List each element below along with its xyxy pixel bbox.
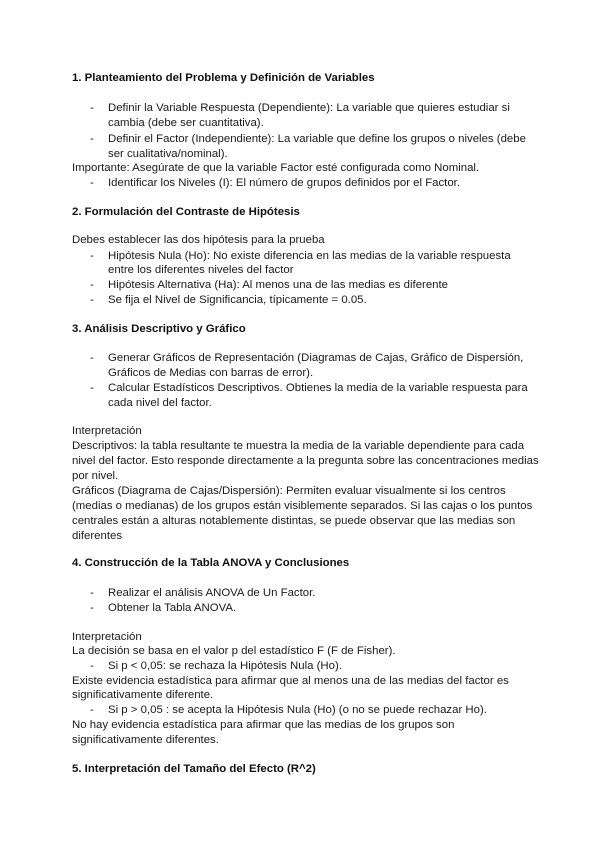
interpretation-label: Interpretación: [72, 425, 142, 437]
bullet-dash: -: [90, 250, 94, 262]
paragraph-line: Existe evidencia estadística para afirmar que al menos una de las medias del factor es: [72, 675, 509, 687]
bullet-dash: -: [90, 279, 94, 291]
bullet-dash: -: [90, 587, 94, 599]
paragraph-line: por nivel.: [72, 470, 119, 482]
decision-line: La decisión se basa en el valor p del estadístico F (F de Fisher).: [72, 645, 396, 657]
bullet-dash: -: [90, 602, 94, 614]
important-note: Importante: Asegúrate de que la variable Factor esté configurada como Nominal.: [72, 162, 480, 174]
bullet-item-cont: cada nivel del factor.: [108, 397, 212, 409]
case-accept-ho: Si p > 0,05 : se acepta la Hipótesis Nula (Ho) (o no se puede rechazar Ho).: [108, 704, 487, 716]
case-reject-ho: Si p < 0,05: se rechaza la Hipótesis Nula (Ho).: [108, 660, 342, 672]
paragraph-line: significativamente diferente.: [72, 689, 214, 701]
bullet-dash: -: [90, 704, 94, 716]
bullet-dash: -: [90, 133, 94, 145]
bullet-item: Hipótesis Nula (Ho): No existe diferencia en las medias de la variable respuesta: [108, 250, 511, 262]
section-1-heading: 1. Planteamiento del Problema y Definición de Variables: [72, 72, 375, 84]
bullet-item: Definir el Factor (Independiente): La variable que define los grupos o niveles (debe: [108, 133, 526, 145]
bullet-item-cont: entre los diferentes niveles del factor: [108, 264, 294, 276]
interpretation-label: Interpretación: [72, 631, 142, 643]
bullet-item: Calcular Estadísticos Descriptivos. Obtienes la media de la variable respuesta para: [108, 382, 528, 394]
bullet-item: Realizar el análisis ANOVA de Un Factor.: [108, 587, 316, 599]
bullet-item-cont: Gráficos de Medias con barras de error).: [108, 367, 314, 379]
bullet-item: Hipótesis Alternativa (Ha): Al menos una de las medias es diferente: [108, 279, 448, 291]
section-2-intro: Debes establecer las dos hipótesis para la prueba: [72, 234, 325, 246]
paragraph-line: No hay evidencia estadística para afirmar que las medias de los grupos son: [72, 719, 455, 731]
bullet-dash: -: [90, 294, 94, 306]
section-4-heading: 4. Construcción de la Tabla ANOVA y Conclusiones: [72, 557, 350, 569]
paragraph-line: diferentes: [72, 530, 123, 542]
paragraph-line: Descriptivos: la tabla resultante te muestra la media de la variable dependiente para cada: [72, 440, 525, 452]
paragraph-line: Gráficos (Diagrama de Cajas/Dispersión): Permiten evaluar visualmente si los centros: [72, 485, 506, 497]
bullet-item-cont: cambia (debe ser cuantitativa).: [108, 117, 264, 129]
bullet-dash: -: [90, 352, 94, 364]
section-2-heading: 2. Formulación del Contraste de Hipótesis: [72, 206, 300, 218]
bullet-item: Generar Gráficos de Representación (Diagramas de Cajas, Gráfico de Dispersión,: [108, 352, 524, 364]
paragraph-line: nivel del factor. Esto responde directamente a la pregunta sobre las concentraciones medias: [72, 455, 539, 467]
bullet-item: Definir la Variable Respuesta (Dependiente): La variable que quieres estudiar si: [108, 102, 510, 114]
section-3-heading: 3. Análisis Descriptivo y Gráfico: [72, 323, 246, 335]
paragraph-line: (medias o medianas) de los grupos están visiblemente separados. Si las cajas o los puntos: [72, 500, 533, 512]
bullet-dash: -: [90, 660, 94, 672]
bullet-item: Se fija el Nivel de Significancia, típicamente = 0.05.: [108, 294, 367, 306]
bullet-dash: -: [90, 177, 94, 189]
bullet-dash: -: [90, 102, 94, 114]
bullet-item: Identificar los Niveles (I): El número de grupos definidos por el Factor.: [108, 177, 461, 189]
bullet-item-cont: ser cualitativa/nominal).: [108, 148, 228, 160]
paragraph-line: significativamente diferentes.: [72, 734, 219, 746]
section-5-heading: 5. Interpretación del Tamaño del Efecto (R^2): [72, 763, 316, 775]
bullet-dash: -: [90, 382, 94, 394]
paragraph-line: centrales están a alturas notablemente distintas, se puede observar que las medias son: [72, 515, 516, 527]
bullet-item: Obtener la Tabla ANOVA.: [108, 602, 237, 614]
